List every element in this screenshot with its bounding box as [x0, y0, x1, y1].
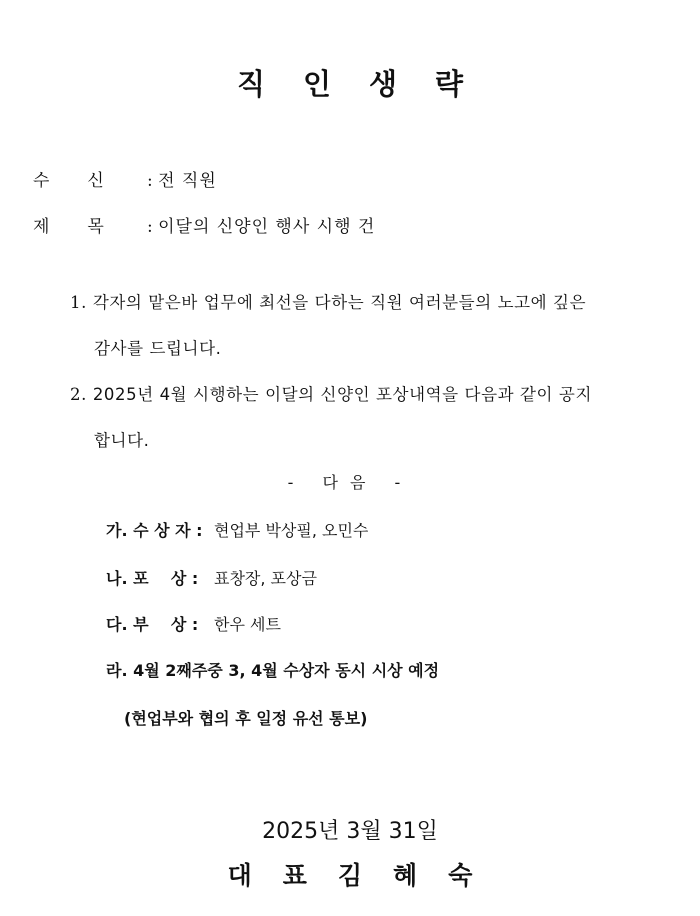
- paragraph-2-line-2: 합니다.: [94, 431, 150, 450]
- signatory: 대표김혜숙: [227, 861, 504, 890]
- paragraph-1-line-1: [70, 289, 586, 313]
- item-key: 라. 4월 2째주중 3, 4월 수상자 동시 시상 예정: [106, 661, 440, 680]
- schedule-note: (현업부와 협의 후 일정 유선 통보): [124, 709, 368, 728]
- paragraph-1-text: 각자의 맡은바 업무에 최선을 다하는 직원 여러분들의 노고에 깊은: [92, 293, 587, 312]
- document-date: 2025년 3월 31일: [262, 819, 438, 844]
- subject-row: [33, 212, 375, 237]
- recipient-colon: :: [146, 171, 159, 191]
- item-key: 가. 수 상 자 :: [106, 521, 203, 540]
- paragraph-1-number: 1.: [70, 293, 87, 312]
- paragraph-2-text: 2025년 4월 시행하는 이달의 신양인 포상내역을 다음과 같이 공지: [92, 385, 592, 404]
- item-value: 한우 세트: [214, 615, 281, 634]
- item-key: 나. 포 상 :: [106, 569, 199, 588]
- paragraph-2-number: 2.: [70, 385, 87, 404]
- recipient-value: 전 직원: [158, 171, 217, 191]
- item-key: 다. 부 상 :: [106, 615, 199, 634]
- item-value: 표창장, 포상금: [214, 569, 317, 588]
- recipient-label: 수신: [33, 171, 142, 191]
- item-value: 현업부 박상필, 오민수: [214, 521, 369, 540]
- recipient-row: [33, 166, 217, 191]
- document-title: 직인생략: [236, 67, 502, 101]
- list-item: [106, 566, 317, 589]
- subject-label: 제목: [33, 217, 142, 237]
- subject-colon: :: [146, 217, 159, 237]
- list-item: [106, 612, 281, 635]
- list-item: [106, 658, 439, 681]
- list-item: [106, 518, 368, 541]
- subject-value: 이달의 신양인 행사 시행 건: [158, 217, 376, 237]
- paragraph-1-line-2: 감사를 드립니다.: [94, 339, 222, 358]
- center-heading: - 다음 -: [287, 473, 413, 492]
- paragraph-2-line-1: [70, 381, 592, 405]
